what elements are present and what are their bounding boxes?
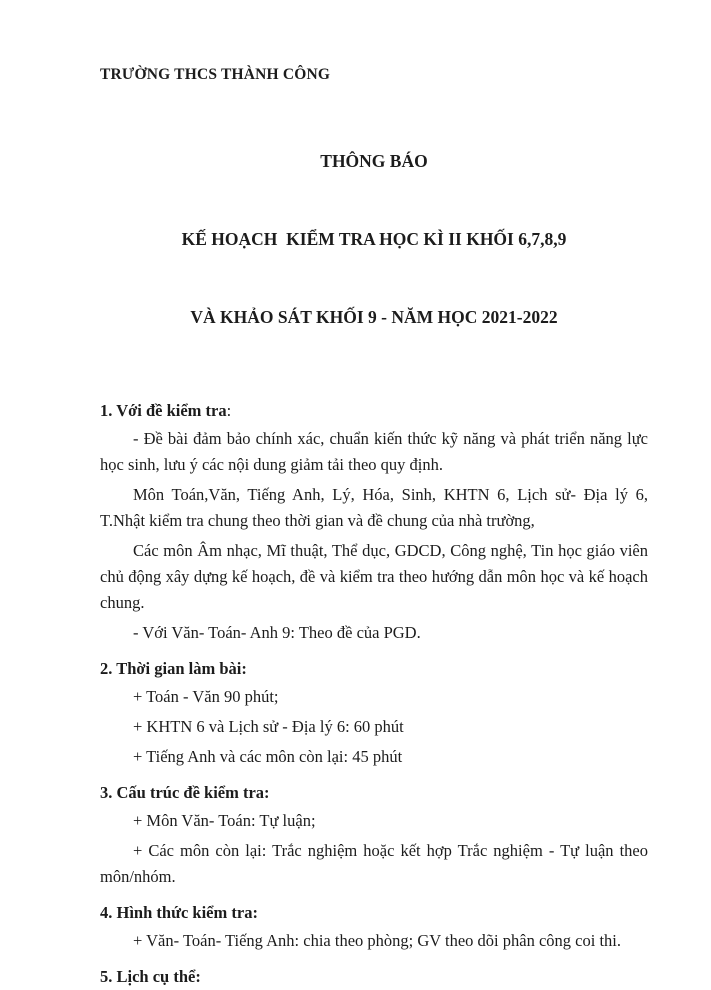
section-1-heading — [100, 398, 648, 424]
section-1-heading-colon: : — [226, 401, 232, 420]
title-block — [100, 96, 648, 382]
section-5-heading: 5. Lịch cụ thể: — [100, 967, 201, 986]
notice-subtitle-line2: VÀ KHẢO SÁT KHỐI 9 - NĂM HỌC 2021-2022 — [190, 307, 558, 327]
section-1-paragraph: - Đề bài đảm bảo chính xác, chuẩn kiến thức kỹ năng và phát triển năng lực học sinh, lưu ý các nội dung giảm tải theo quy định. — [100, 429, 648, 474]
section-1-paragraph: - Với Văn- Toán- Anh 9: Theo đề của PGD. — [133, 623, 421, 642]
section-3-heading: 3. Cấu trúc đề kiểm tra: — [100, 783, 270, 802]
section-2-item: + Tiếng Anh và các môn còn lại: 45 phút — [133, 747, 403, 766]
section-3-item: + Môn Văn- Toán: Tự luận; — [133, 811, 316, 830]
notice-subtitle-line1: KẾ HOẠCH KIỂM TRA HỌC KÌ II KHỐI 6,7,8,9 — [181, 229, 567, 249]
school-name: TRƯỜNG THCS THÀNH CÔNG — [100, 66, 331, 83]
section-1-paragraph: Môn Toán,Văn, Tiếng Anh, Lý, Hóa, Sinh, KHTN 6, Lịch sử- Địa lý 6, T.Nhật kiểm tra chung theo thời gian và đề chung của nhà trường, — [100, 485, 648, 530]
section-2-heading: 2. Thời gian làm bài: — [100, 659, 247, 678]
section-3-item: + Các môn còn lại: Trắc nghiệm hoặc kết hợp Trắc nghiệm - Tự luận theo môn/nhóm. — [100, 841, 648, 886]
section-1-paragraph: Các môn Âm nhạc, Mĩ thuật, Thể dục, GDCD, Công nghệ, Tin học giáo viên chủ động xây dựng kế hoạch, đề và kiểm tra theo hướng dẫn môn học và kế hoạch chung. — [100, 541, 648, 612]
section-2-item: + Toán - Văn 90 phút; — [133, 687, 279, 706]
section-4-item: + Văn- Toán- Tiếng Anh: chia theo phòng; GV theo dõi phân công coi thi. — [133, 931, 621, 950]
section-1-heading-text: 1. Với đề kiểm tra — [100, 401, 227, 420]
section-4-heading: 4. Hình thức kiểm tra: — [100, 903, 258, 922]
notice-title: THÔNG BÁO — [320, 151, 428, 171]
section-2-item: + KHTN 6 và Lịch sử - Địa lý 6: 60 phút — [133, 717, 404, 736]
